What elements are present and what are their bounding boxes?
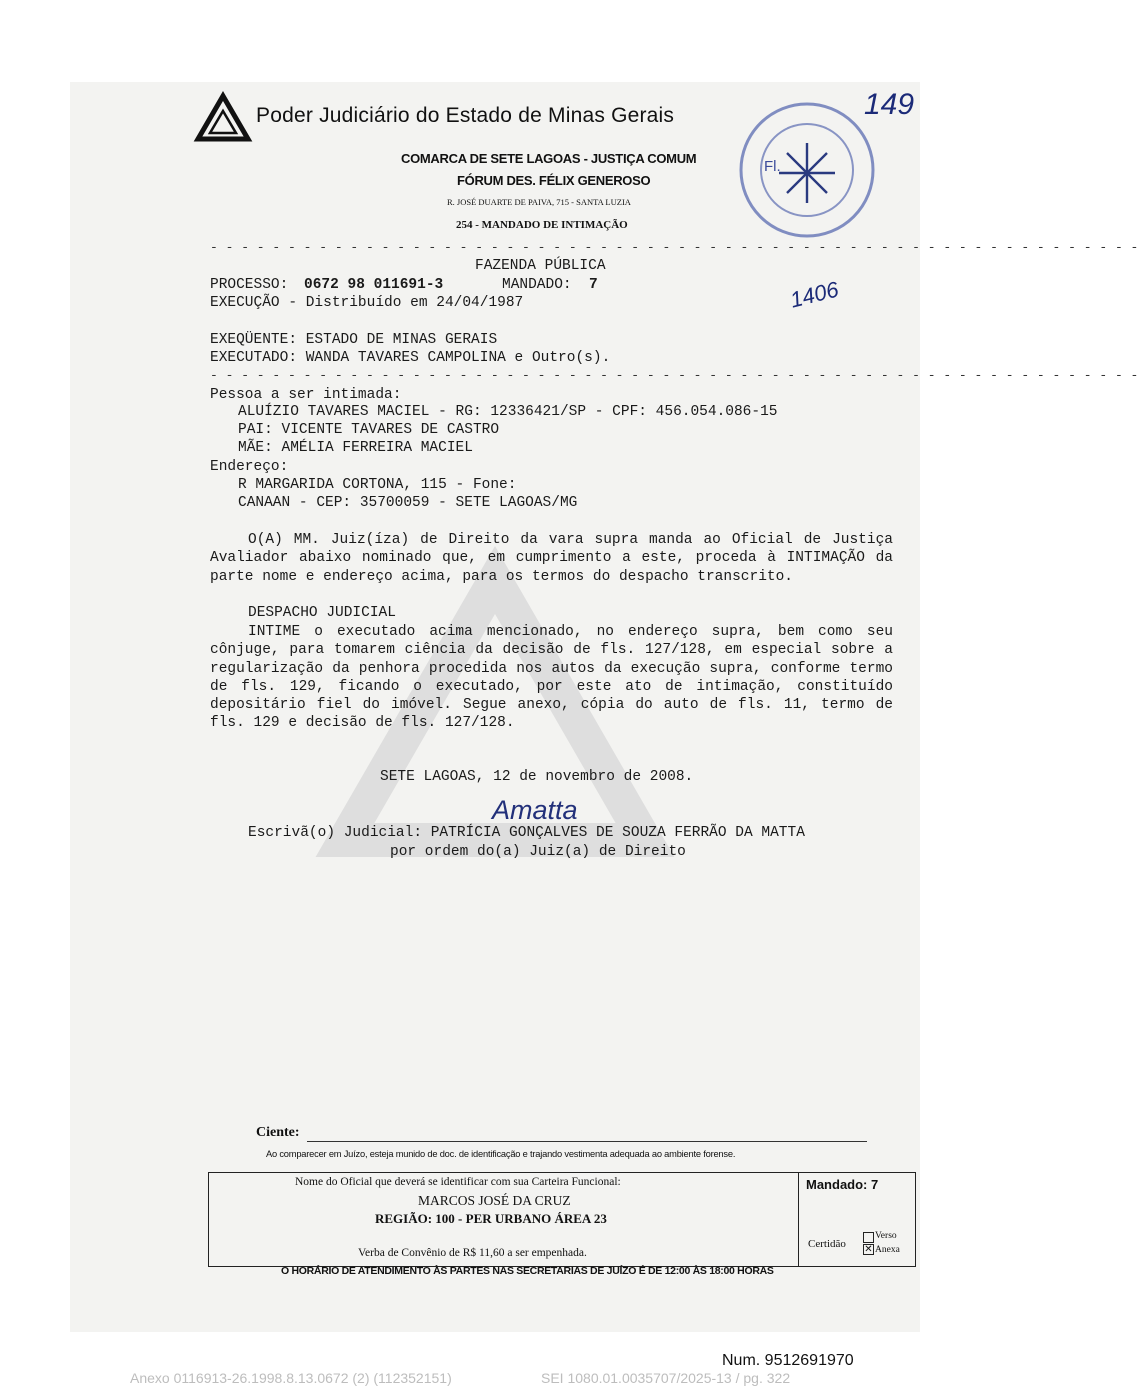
- despacho-paragraph-text: INTIME o executado acima mencionado, no endereço supra, bem como seu cônjuge, para tomarem ciência da decisão de fls. 127/128, em especial sobre a regularização da penhora procedida nos autos da execução supra, conforme termo de fls. 129, ficando o executado, por este ato de intimação, constituído depositário fiel do imóvel. Segue anexo, cópia do auto de fls. 11, termo de fls. 129 e decisão de fls. 127/128.: [210, 624, 893, 732]
- person-name-line: ALUÍZIO TAVARES MACIEL - RG: 12336421/SP - CPF: 456.054.086-15: [238, 404, 778, 420]
- document-number: Num. 9512691970: [722, 1352, 854, 1369]
- clerk-line: Escrivã(o) Judicial: PATRÍCIA GONÇALVES DE SOUZA FERRÃO DA MATTA: [248, 825, 805, 841]
- office-hours: O HORÁRIO DE ATENDIMENTO ÀS PARTES NAS SECRETARIAS DE JUÍZO É DE 12:00 ÀS 18:00 HORAS: [281, 1265, 774, 1277]
- handwritten-note: 1406: [787, 276, 842, 313]
- person-father: PAI: VICENTE TAVARES DE CASTRO: [238, 422, 500, 438]
- forum-heading: FÓRUM DES. FÉLIX GENEROSO: [457, 173, 651, 188]
- document-type: 254 - MANDADO DE INTIMAÇÃO: [456, 219, 628, 231]
- handwritten-signature: Amatta: [492, 795, 578, 825]
- separator-top: - - - - - - - - - - - - - - - - - - - - - - - - - - - - - - - - - - - - - - - - - - - - - - - - - - - - - - - - - - - -: [210, 240, 1138, 255]
- verba-note: Verba de Convênio de R$ 11,60 a ser empenhada.: [358, 1247, 587, 1259]
- address-line-1: R MARGARIDA CORTONA, 115 - Fone:: [238, 477, 517, 493]
- person-label: Pessoa a ser intimada:: [210, 387, 402, 403]
- court-stamp: [735, 95, 885, 245]
- officer-intro: Nome do Oficial que deverá se identificar com sua Carteira Funcional:: [295, 1176, 621, 1188]
- ciente-label: Ciente:: [256, 1125, 300, 1140]
- processo-number: 0672 98 011691-3: [304, 277, 444, 293]
- certidao-label: Certidão: [808, 1238, 846, 1250]
- forum-address: R. JOSÉ DUARTE DE PAIVA, 715 - SANTA LUZIA: [447, 197, 631, 207]
- court-title: Poder Judiciário do Estado de Minas Gerais: [256, 104, 675, 127]
- despacho-heading: DESPACHO JUDICIAL: [248, 605, 396, 621]
- order-paragraph-text: O(A) MM. Juiz(íza) de Direito da vara supra manda ao Oficial de Justiça Avaliador abaixo nominado que, em cumprimento a este, proceda à INTIMAÇÃO da parte nome e endereço acima, para os termos do despacho transcrito.: [210, 532, 893, 585]
- ciente-line: [307, 1141, 867, 1142]
- anexa-label: Anexa: [875, 1245, 900, 1255]
- executado-line: EXECUTADO: WANDA TAVARES CAMPOLINA e Outro(s).: [210, 350, 611, 366]
- section-heading: FAZENDA PÚBLICA: [475, 258, 606, 274]
- comarca-heading: COMARCA DE SETE LAGOAS - JUSTIÇA COMUM: [401, 151, 697, 166]
- despacho-paragraph: [210, 623, 893, 733]
- separator-middle: - - - - - - - - - - - - - - - - - - - - - - - - - - - - - - - - - - - - - - - - - - - - - - - - - - - - - - - - - - - -: [210, 368, 1138, 383]
- verso-checkbox[interactable]: [863, 1232, 874, 1243]
- order-line: por ordem do(a) Juiz(a) de Direito: [390, 844, 686, 860]
- verso-label: Verso: [875, 1231, 897, 1241]
- order-paragraph: [210, 531, 893, 586]
- address-label: Endereço:: [210, 459, 289, 475]
- address-line-2: CANAAN - CEP: 35700059 - SETE LAGOAS/MG: [238, 495, 578, 511]
- execucao-line: EXECUÇÃO - Distribuído em 24/04/1987: [210, 295, 524, 311]
- processo-label: PROCESSO:: [210, 277, 289, 293]
- mandado-label: MANDADO:: [502, 277, 572, 293]
- tjmg-triangle-logo: [195, 93, 251, 143]
- officer-box-divider: [798, 1172, 799, 1266]
- annex-reference: Anexo 0116913-26.1998.8.13.0672 (2) (112352151): [130, 1370, 452, 1386]
- place-date: SETE LAGOAS, 12 de novembro de 2008.: [380, 769, 694, 785]
- sei-reference: SEI 1080.01.0035707/2025-13 / pg. 322: [541, 1370, 791, 1386]
- stamp-fl-label: Fl.: [764, 158, 781, 175]
- mandado-box-label: Mandado: 7: [806, 1177, 879, 1192]
- handwritten-page-number: 149: [864, 88, 915, 121]
- forum-notice: Ao comparecer em Juízo, esteja munido de doc. de identificação e trajando vestimenta adequada ao ambiente forense.: [266, 1149, 736, 1159]
- officer-name: MARCOS JOSÉ DA CRUZ: [418, 1193, 571, 1208]
- anexa-checkbox[interactable]: ✕: [864, 1244, 873, 1255]
- mandado-number: 7: [589, 277, 598, 293]
- officer-region: REGIÃO: 100 - PER URBANO ÁREA 23: [375, 1211, 607, 1226]
- person-mother: MÃE: AMÉLIA FERREIRA MACIEL: [238, 440, 473, 456]
- exequente-line: EXEQÜENTE: ESTADO DE MINAS GERAIS: [210, 332, 498, 348]
